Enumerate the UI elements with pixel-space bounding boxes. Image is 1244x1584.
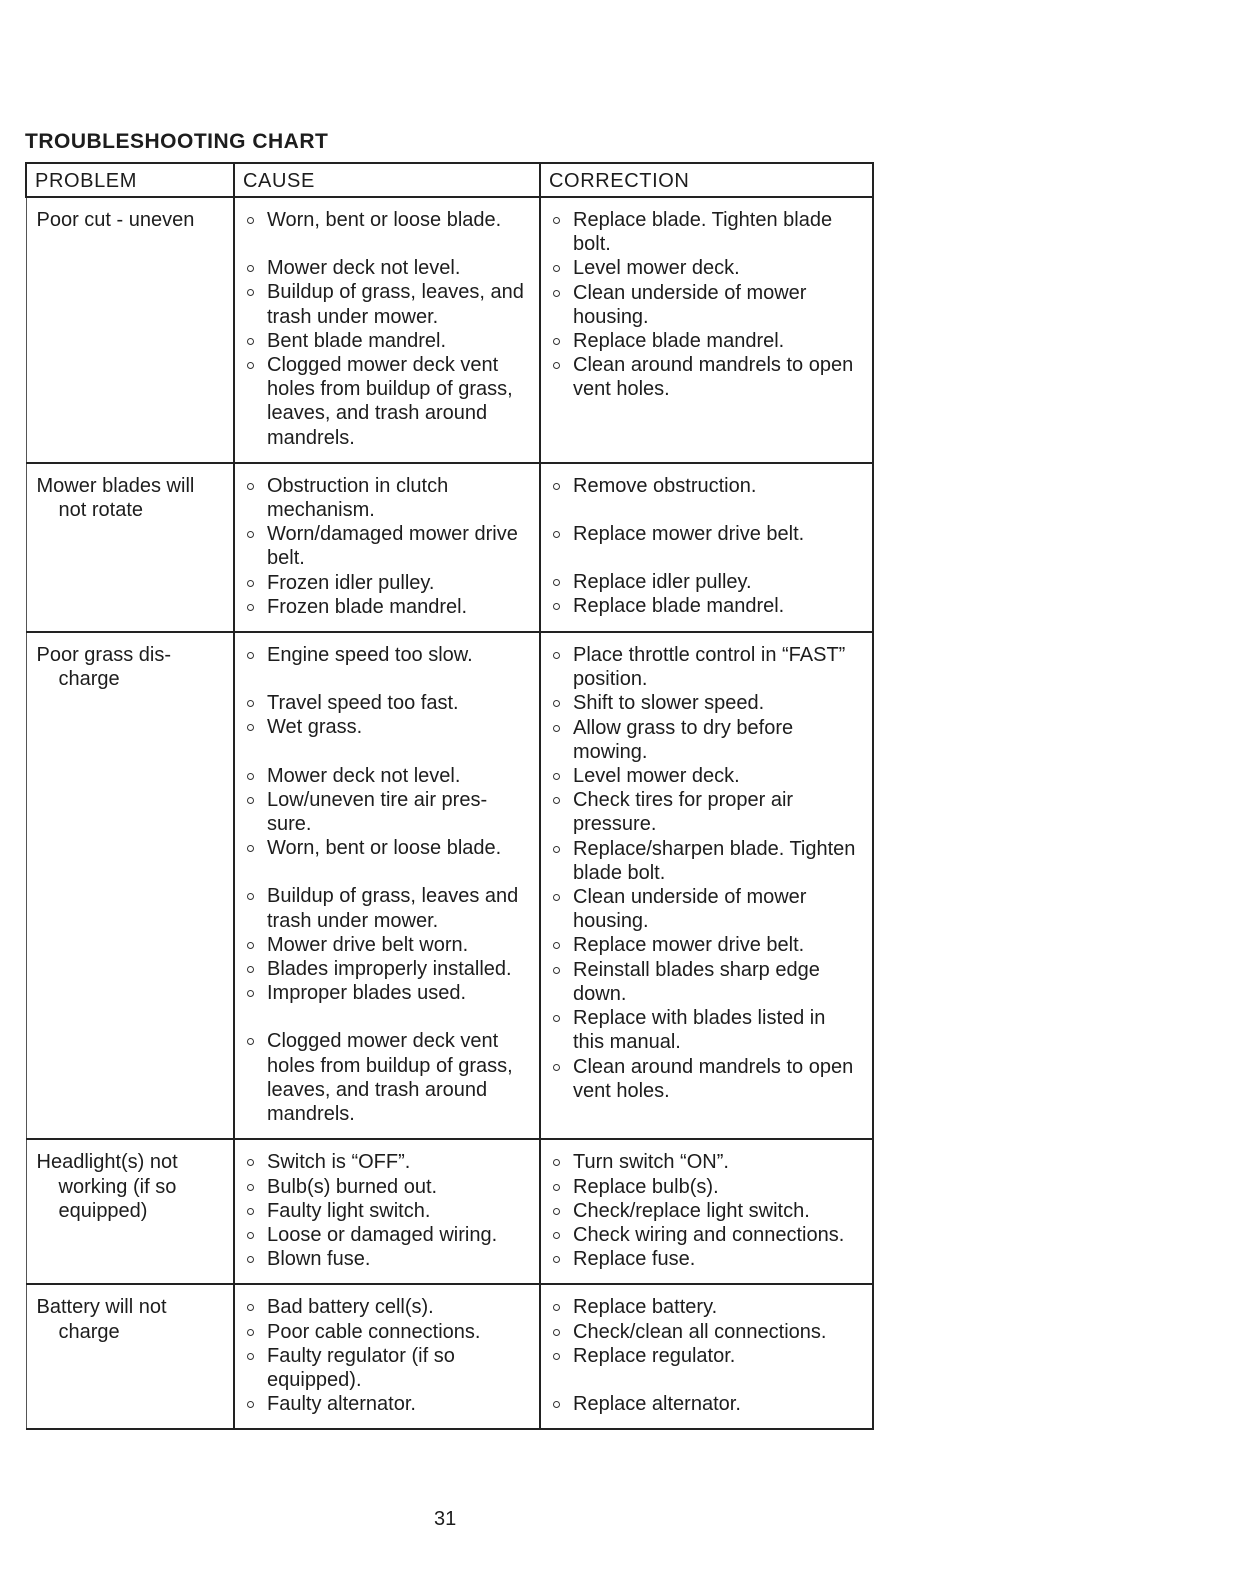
cause-item: Travel speed too fast. — [245, 691, 529, 715]
problem-text: Battery will not charge — [36, 1296, 167, 1343]
correction-item: Check/replace light switch. — [551, 1199, 862, 1223]
correction-item: Level mower deck. — [551, 764, 862, 788]
cause-item: Mower deck not level. — [245, 256, 529, 280]
chart-title: TROUBLESHOOTING CHART — [25, 130, 329, 153]
correction-item: Place throttle control in “FAST” position. — [551, 643, 862, 691]
correction-item: Clean around mandrels to open vent holes. — [551, 353, 862, 401]
cause-item: Switch is “OFF”. — [245, 1150, 529, 1174]
cause-item: Faulty alternator. — [245, 1392, 529, 1416]
correction-item: Check tires for proper air pressure. — [551, 788, 862, 836]
correction-item: Replace bulb(s). — [551, 1175, 862, 1199]
problem-cell — [26, 197, 234, 463]
cause-cell — [234, 197, 540, 463]
cause-item: Faulty light switch. — [245, 1199, 529, 1223]
correction-item: Check wiring and connections. — [551, 1223, 862, 1247]
cause-item: Poor cable connections. — [245, 1320, 529, 1344]
correction-item: Replace regulator. — [551, 1344, 862, 1368]
correction-cell — [540, 1139, 873, 1284]
problem-cell — [26, 1139, 234, 1284]
correction-item: Replace blade mandrel. — [551, 329, 862, 353]
correction-item: Replace blade mandrel. — [551, 594, 862, 618]
cause-item: Mower deck not level. — [245, 764, 529, 788]
cause-item: Blades improperly installed. — [245, 957, 529, 981]
correction-item: Clean around mandrels to open vent holes. — [551, 1055, 862, 1103]
problem-cell — [26, 1284, 234, 1429]
header-problem: PROBLEM — [26, 163, 234, 197]
problem-text: Poor cut - uneven — [36, 209, 195, 231]
correction-item: Turn switch “ON”. — [551, 1150, 862, 1174]
cause-cell — [234, 1139, 540, 1284]
problem-cell — [26, 632, 234, 1139]
page-number: 31 — [434, 1508, 457, 1530]
cause-item: Improper blades used. — [245, 981, 529, 1005]
cause-item: Wet grass. — [245, 715, 529, 739]
correction-item: Replace mower drive belt. — [551, 933, 862, 957]
correction-item: Shift to slower speed. — [551, 691, 862, 715]
correction-item: Replace fuse. — [551, 1247, 862, 1271]
cause-cell — [234, 632, 540, 1139]
cause-item: Bad battery cell(s). — [245, 1295, 529, 1319]
cause-item: Buildup of grass, leaves and trash under mower. — [245, 884, 529, 932]
cause-cell — [234, 463, 540, 632]
cause-item: Worn, bent or loose blade. — [245, 208, 529, 232]
cause-item: Faulty regulator (if so equipped). — [245, 1344, 529, 1392]
correction-cell — [540, 632, 873, 1139]
cause-item: Loose or damaged wiring. — [245, 1223, 529, 1247]
cause-item: Low/uneven tire air pres-sure. — [245, 788, 529, 836]
cause-item: Clogged mower deck vent holes from buildup of grass, leaves, and trash around mandrels. — [245, 353, 529, 450]
correction-item: Replace blade. Tighten blade bolt. — [551, 208, 862, 256]
correction-cell — [540, 463, 873, 632]
correction-item: Reinstall blades sharp edge down. — [551, 958, 862, 1006]
troubleshooting-table — [25, 162, 874, 1430]
problem-text: Poor grass dis-charge — [36, 644, 171, 691]
table-row — [26, 463, 873, 632]
cause-item: Obstruction in clutch mechanism. — [245, 474, 529, 522]
correction-cell — [540, 1284, 873, 1429]
correction-item: Replace/sharpen blade. Tighten blade bolt. — [551, 837, 862, 885]
cause-cell — [234, 1284, 540, 1429]
cause-item: Clogged mower deck vent holes from buildup of grass, leaves, and trash around mandrels. — [245, 1029, 529, 1126]
correction-item: Replace with blades listed in this manual. — [551, 1006, 862, 1054]
correction-item: Replace alternator. — [551, 1392, 862, 1416]
correction-item: Clean underside of mower housing. — [551, 281, 862, 329]
header-cause: CAUSE — [234, 163, 540, 197]
problem-text: Mower blades will not rotate — [36, 474, 195, 522]
correction-item: Replace mower drive belt. — [551, 522, 862, 546]
correction-item: Check/clean all connections. — [551, 1320, 862, 1344]
table-row — [26, 197, 873, 463]
cause-item: Worn, bent or loose blade. — [245, 836, 529, 860]
correction-item: Allow grass to dry before mowing. — [551, 716, 862, 764]
correction-item: Level mower deck. — [551, 256, 862, 280]
cause-item: Worn/damaged mower drive belt. — [245, 522, 529, 570]
cause-item: Frozen idler pulley. — [245, 571, 529, 595]
table-row — [26, 632, 873, 1139]
header-correction: CORRECTION — [540, 163, 873, 197]
correction-item: Remove obstruction. — [551, 474, 862, 498]
correction-item: Replace battery. — [551, 1295, 862, 1319]
problem-cell — [26, 463, 234, 632]
table-row — [26, 1284, 873, 1429]
cause-item: Mower drive belt worn. — [245, 933, 529, 957]
cause-item: Blown fuse. — [245, 1247, 529, 1271]
cause-item: Engine speed too slow. — [245, 643, 529, 667]
correction-cell — [540, 197, 873, 463]
correction-item: Replace idler pulley. — [551, 570, 862, 594]
cause-item: Frozen blade mandrel. — [245, 595, 529, 619]
cause-item: Bulb(s) burned out. — [245, 1175, 529, 1199]
problem-text: Headlight(s) not working (if so equipped) — [36, 1151, 178, 1222]
header-row — [26, 163, 873, 197]
cause-item: Buildup of grass, leaves, and trash under mower. — [245, 280, 529, 328]
table-row — [26, 1139, 873, 1284]
cause-item: Bent blade mandrel. — [245, 329, 529, 353]
correction-item: Clean underside of mower housing. — [551, 885, 862, 933]
